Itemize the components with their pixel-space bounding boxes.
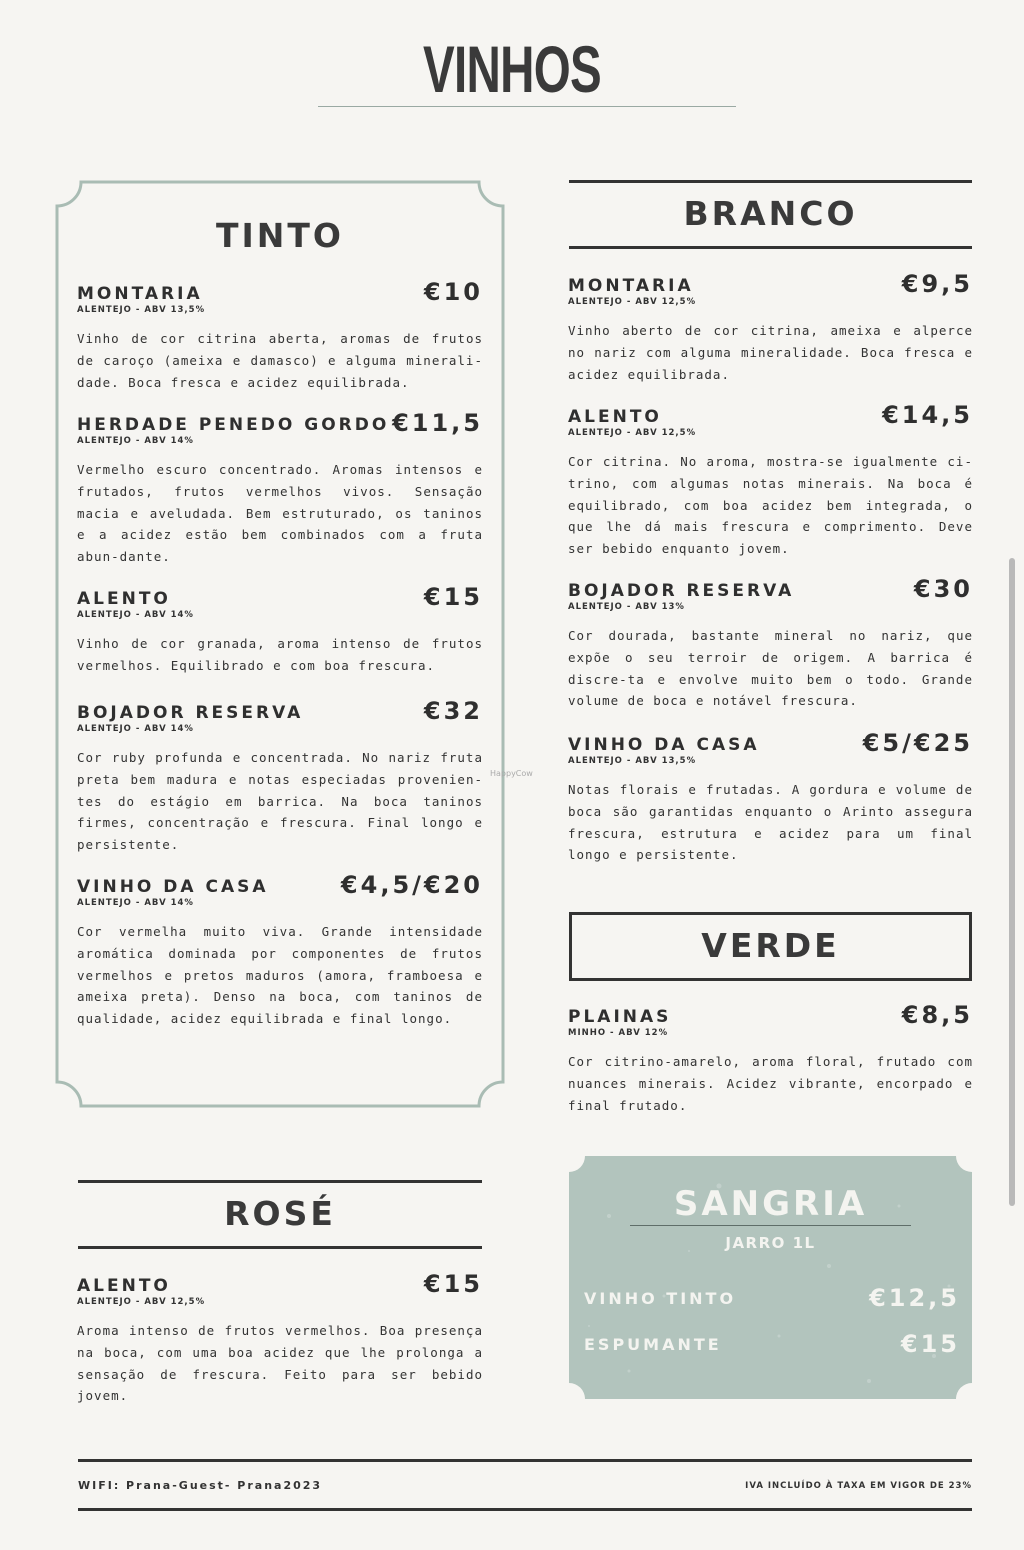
wine-description: Vermelho escuro concentrado. Aromas intensos e frutados, frutos vermelhos vivos. Sensação macia e aveludada. Bem estruturado, os taninos e a acidez estão bem combinados com a fruta abun-dante. bbox=[77, 462, 483, 565]
footer-iva-note: IVA INCLUÍDO À TAXA EM VIGOR DE 23% bbox=[745, 1481, 972, 1491]
wine-description: Vinho de cor citrina aberta, aromas de frutos de caroço (ameixa e damasco) e alguma minerali-dade. Boca fresca e acidez equilibrada. bbox=[77, 331, 483, 390]
wine-description: Cor vermelha muito viva. Grande intensidade aromática dominada por componentes de frutos vermelhos e pretos maduros (amora, framboesa e ameixa preta). Denso na boca, com taninos de qualidade, acidez equilibrada e final longo. bbox=[77, 924, 483, 1027]
wine-price: €15 bbox=[423, 583, 483, 611]
wine-origin: ALENTEJO - ABV 12,5% bbox=[77, 1297, 206, 1307]
title-divider bbox=[318, 106, 736, 107]
sangria-price: €15 bbox=[900, 1330, 960, 1358]
wine-name: MONTARIA bbox=[77, 284, 203, 304]
branco-item-alento bbox=[568, 401, 973, 560]
wine-origin: ALENTEJO - ABV 14% bbox=[77, 724, 194, 734]
sangria-label: VINHO TINTO bbox=[584, 1289, 737, 1308]
tinto-item-montaria bbox=[77, 278, 483, 393]
wine-name: ALENTO bbox=[77, 1276, 171, 1296]
wine-description: Cor dourada, bastante mineral no nariz, que expõe o seu terroir de origem. A barrica é discre-ta e envolve muito bem o todo. Grande volume de boca e notável frescura. bbox=[568, 628, 973, 709]
branco-item-vinho-da-casa bbox=[568, 729, 973, 866]
wine-price: €4,5/€20 bbox=[340, 871, 483, 899]
wine-description: Aroma intenso de frutos vermelhos. Boa presença na boca, com uma boa acidez que lhe prolonga a sensação de frescura. Feito para ser bebido jovem. bbox=[77, 1323, 483, 1404]
wine-description: Vinho de cor granada, aroma intenso de frutos vermelhos. Equilibrado e com boa frescura. bbox=[77, 636, 483, 673]
rose-bottom-rule bbox=[78, 1246, 482, 1249]
tinto-item-herdade-penedo-gordo bbox=[77, 409, 483, 568]
wine-name: ALENTO bbox=[77, 589, 171, 609]
tinto-item-bojador-reserva bbox=[77, 697, 483, 856]
footer-wifi: WIFI: Prana-Guest- Prana2023 bbox=[78, 1479, 323, 1492]
branco-item-bojador-reserva bbox=[568, 575, 973, 712]
wine-name: BOJADOR RESERVA bbox=[77, 703, 304, 723]
wine-price: €5/€25 bbox=[862, 729, 973, 757]
wine-origin: MINHO - ABV 12% bbox=[568, 1028, 669, 1038]
wine-name: VINHO DA CASA bbox=[77, 877, 269, 897]
rose-item-alento bbox=[77, 1270, 483, 1407]
tinto-item-vinho-da-casa bbox=[77, 871, 483, 1030]
wine-price: €30 bbox=[913, 575, 973, 603]
tinto-item-alento bbox=[77, 583, 483, 677]
happycow-watermark: HappyCow bbox=[490, 769, 533, 778]
wine-name: BOJADOR RESERVA bbox=[568, 581, 795, 601]
wine-name: PLAINAS bbox=[568, 1007, 672, 1027]
wine-origin: ALENTEJO - ABV 13,5% bbox=[568, 756, 697, 766]
verde-item-plainas bbox=[568, 1001, 973, 1116]
sangria-panel bbox=[569, 1156, 972, 1399]
footer-bottom-rule bbox=[78, 1508, 972, 1511]
vertical-scrollbar[interactable] bbox=[1009, 558, 1015, 1206]
branco-heading: BRANCO bbox=[683, 194, 858, 233]
wine-description: Cor ruby profunda e concentrada. No nariz fruta preta bem madura e notas especiadas provenien-tes do estágio em barrica. Na boca taninos firmes, concentração e frescura. Final longo e persistente. bbox=[77, 750, 483, 853]
sangria-heading: SANGRIA bbox=[673, 1184, 868, 1224]
wine-price: €10 bbox=[423, 278, 483, 306]
tinto-heading: TINTO bbox=[216, 216, 344, 255]
sangria-price: €12,5 bbox=[869, 1284, 960, 1312]
wine-name: VINHO DA CASA bbox=[568, 735, 760, 755]
branco-top-rule bbox=[569, 180, 972, 183]
wine-price: €15 bbox=[423, 1270, 483, 1298]
verde-heading: VERDE bbox=[701, 926, 840, 965]
wine-origin: ALENTEJO - ABV 14% bbox=[77, 610, 194, 620]
rose-top-rule bbox=[78, 1180, 482, 1183]
wine-origin: ALENTEJO - ABV 14% bbox=[77, 436, 194, 446]
wine-description: Cor citrina. No aroma, mostra-se igualmente ci-trino, com algumas notas minerais. Na boca é equilibrado, com boa acidez bem integrada, o que lhe dá mais frescura e comprimento. Deve ser bebido enquanto jovem. bbox=[568, 454, 973, 557]
wine-price: €11,5 bbox=[392, 409, 483, 437]
sangria-divider bbox=[630, 1225, 911, 1226]
branco-item-montaria bbox=[568, 270, 973, 385]
wine-price: €9,5 bbox=[901, 270, 973, 298]
rose-heading: ROSÉ bbox=[224, 1194, 336, 1233]
branco-bottom-rule bbox=[569, 246, 972, 249]
page-title: VINHOS bbox=[423, 32, 601, 106]
sangria-row-espumante bbox=[584, 1330, 960, 1360]
sangria-subheading: JARRO 1L bbox=[725, 1234, 816, 1252]
wine-description: Vinho aberto de cor citrina, ameixa e alperce no nariz com alguma mineralidade. Boca fresca e acidez equilibrada. bbox=[568, 323, 973, 382]
wine-origin: ALENTEJO - ABV 14% bbox=[77, 898, 194, 908]
wine-origin: ALENTEJO - ABV 12,5% bbox=[568, 428, 697, 438]
wine-price: €8,5 bbox=[901, 1001, 973, 1029]
wine-price: €14,5 bbox=[882, 401, 973, 429]
wine-name: MONTARIA bbox=[568, 276, 694, 296]
wine-origin: ALENTEJO - ABV 13% bbox=[568, 602, 685, 612]
footer-top-rule bbox=[78, 1459, 972, 1462]
sangria-row-vinho-tinto bbox=[584, 1284, 960, 1314]
wine-description: Notas florais e frutadas. A gordura e volume de boca são garantidas enquanto o Arinto assegura frescura, estrutura e acidez para um final longo e persistente. bbox=[568, 782, 973, 863]
wine-price: €32 bbox=[423, 697, 483, 725]
wine-name: ALENTO bbox=[568, 407, 662, 427]
wine-origin: ALENTEJO - ABV 12,5% bbox=[568, 297, 697, 307]
wine-description: Cor citrino-amarelo, aroma floral, frutado com nuances minerais. Acidez vibrante, encorpado e final frutado. bbox=[568, 1054, 973, 1113]
wine-name: HERDADE PENEDO GORDO bbox=[77, 415, 390, 435]
sangria-label: ESPUMANTE bbox=[584, 1335, 722, 1354]
wine-origin: ALENTEJO - ABV 13,5% bbox=[77, 305, 206, 315]
